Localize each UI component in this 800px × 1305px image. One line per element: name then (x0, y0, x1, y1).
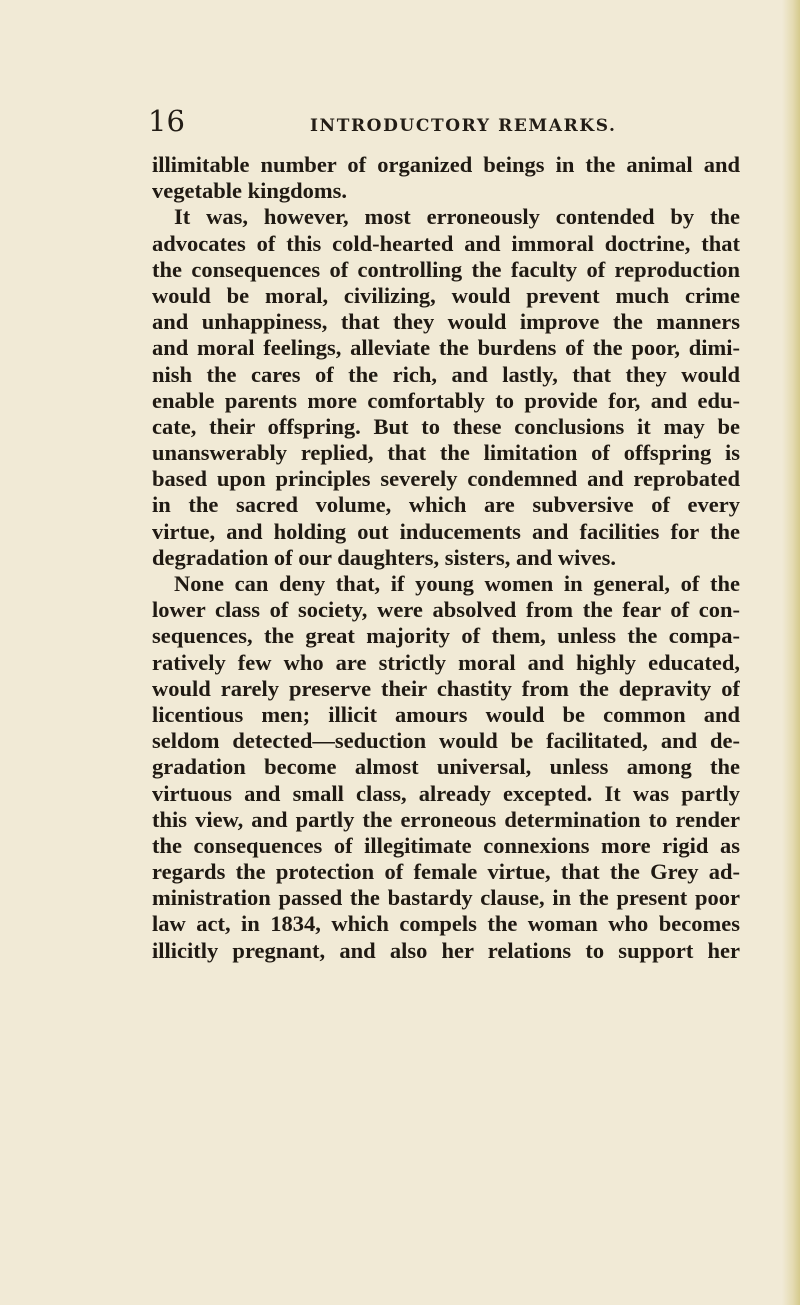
body-text (152, 152, 740, 964)
text-line: unanswerably replied, that the limitation of offspring is (152, 440, 740, 466)
paragraph-start-line: None can deny that, if young women in general, of the (174, 571, 740, 596)
text-line: enable parents more comfortably to provide for, and edu- (152, 387, 740, 413)
text-line: this view, and partly the erroneous determination to render (152, 806, 740, 832)
text-line: seldom detected—seduction would be facilitated, and de- (152, 728, 740, 754)
text-line: nish the cares of the rich, and lastly, that they would (152, 361, 740, 387)
page-edge-shadow (782, 0, 800, 1305)
paragraph-start-line: It was, however, most erroneously contended by the (174, 204, 740, 230)
text-line: virtue, and holding out inducements and facilities for the (152, 518, 740, 544)
text-line: cate, their offspring. But to these conclusions it may be (152, 413, 740, 439)
text-line: in the sacred volume, which are subversive of every (152, 492, 740, 518)
text-line: illimitable number of organized beings in the animal and (152, 152, 740, 177)
text-line: and moral feelings, alleviate the burdens of the poor, dimi- (152, 335, 740, 361)
running-head: INTRODUCTORY REMARKS. (310, 116, 617, 136)
text-line: ratively few who are strictly moral and highly educated, (152, 649, 740, 675)
page-header (148, 104, 748, 144)
page-number: 16 (148, 104, 185, 138)
text-line: illicitly pregnant, and also her relations to support her (152, 937, 740, 963)
text-line: advocates of this cold-hearted and immoral doctrine, that (152, 230, 740, 256)
text-line: degradation of our daughters, sisters, and wives. (152, 544, 616, 570)
text-line: licentious men; illicit amours would be common and (152, 701, 740, 727)
text-line: virtuous and small class, already excepted. It was partly (152, 780, 740, 806)
text-line: would be moral, civilizing, would prevent much crime (152, 282, 740, 308)
text-line: the consequences of controlling the faculty of reproduction (152, 256, 740, 282)
text-line: would rarely preserve their chastity from the depravity of (152, 675, 740, 701)
text-line: the consequences of illegitimate connexions more rigid as (152, 832, 740, 858)
text-line: sequences, the great majority of them, unless the compa- (152, 623, 740, 649)
text-line: lower class of society, were absolved from the fear of con- (152, 597, 740, 623)
text-line: law act, in 1834, which compels the woman who becomes (152, 911, 740, 937)
text-line: regards the protection of female virtue, that the Grey ad- (152, 859, 740, 885)
text-line: gradation become almost universal, unless among the (152, 754, 740, 780)
text-line: based upon principles severely condemned and reprobated (152, 466, 740, 492)
text-line: vegetable kingdoms. (152, 178, 348, 204)
text-line: and unhappiness, that they would improve the manners (152, 309, 740, 335)
text-line: ministration passed the bastardy clause, in the present poor (152, 885, 740, 911)
